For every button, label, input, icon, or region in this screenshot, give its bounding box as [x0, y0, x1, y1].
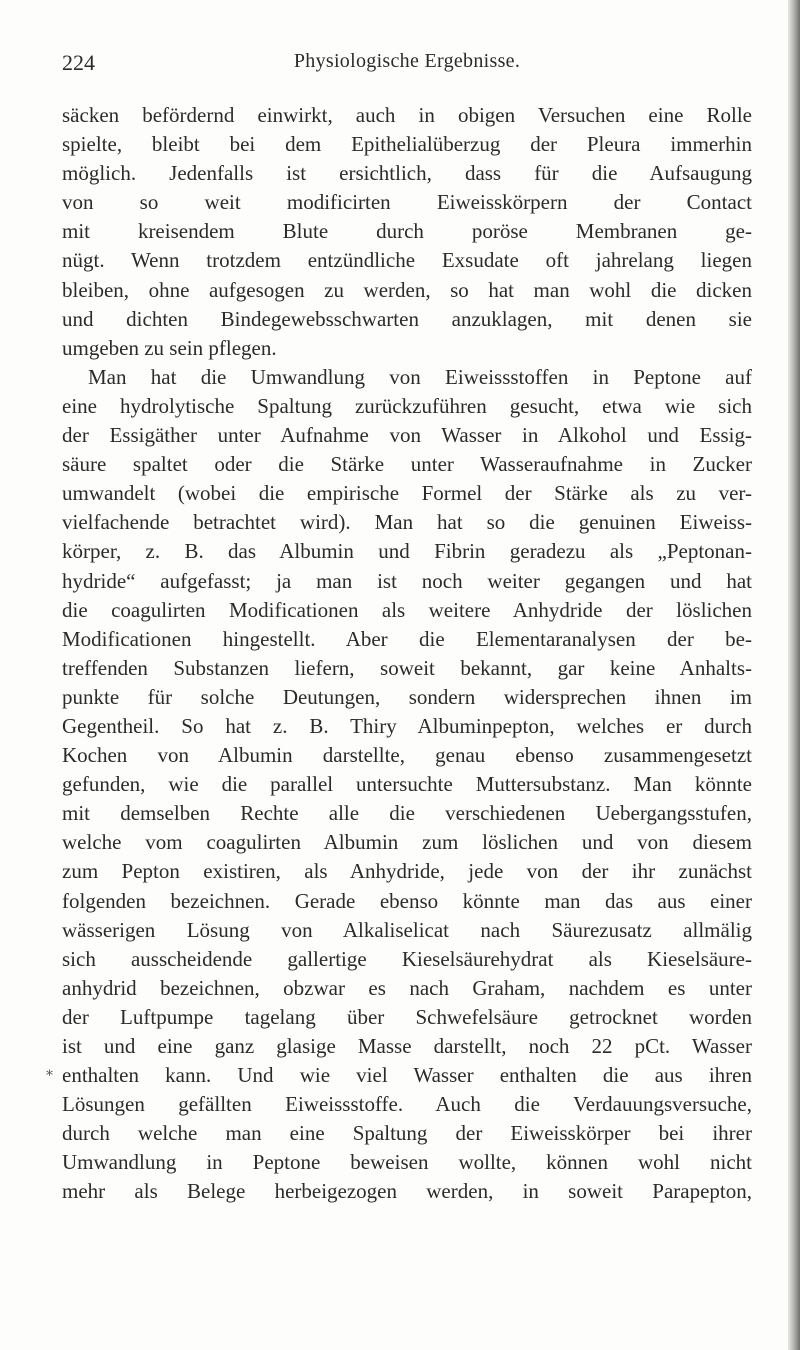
text-line: Lösungen gefällten Eiweissstoffe. Auch die Verdauungsversuche, — [62, 1092, 752, 1117]
text-line: wässerigen Lösung von Alkaliselicat nach Säurezusatz allmälig — [62, 917, 752, 942]
text-line: körper, z. B. das Albumin und Fibrin geradezu als „Peptonan- — [62, 539, 752, 564]
running-title: Physiologische Ergebnisse. — [293, 50, 521, 72]
text-line: umgeben zu sein pflegen. — [62, 335, 277, 360]
text-line: säcken befördernd einwirkt, auch in obigen Versuchen eine Rolle — [62, 103, 752, 127]
text-line: treffenden Substanzen liefern, soweit bekannt, gar keine Anhalts- — [62, 655, 752, 680]
text-line: Gegentheil. So hat z. B. Thiry Albuminpepton, welches er durch — [62, 713, 752, 738]
text-line: säure spaltet oder die Stärke unter Wasseraufnahme in Zucker — [62, 452, 752, 477]
text-line: Umwandlung in Peptone beweisen wollte, können wohl nicht — [62, 1150, 752, 1175]
text-line: der Essigäther unter Aufnahme von Wasser in Alkohol und Essig- — [62, 423, 752, 448]
text-line: umwandelt (wobei die empirische Formel der Stärke als zu ver- — [62, 481, 752, 506]
text-line: vielfachende betrachtet wird). Man hat so die genuinen Eiweiss- — [62, 510, 752, 535]
binding-shadow — [788, 0, 800, 1350]
text-line: zum Pepton existiren, als Anhydride, jede von der ihr zunächst — [62, 859, 752, 884]
text-line: die coagulirten Modificationen als weitere Anhydride der löslichen — [62, 597, 752, 622]
text-line: nügt. Wenn trotzdem entzündliche Exsudate oft jahrelang liegen — [62, 248, 752, 273]
text-line: mehr als Belege herbeigezogen werden, in soweit Parapepton, — [62, 1179, 752, 1204]
text-line: anhydrid bezeichnen, obzwar es nach Graham, nachdem es unter — [62, 975, 752, 1000]
text-line: Kochen von Albumin darstellte, genau ebenso zusammengesetzt — [62, 743, 752, 768]
text-line: sich ausscheidende gallertige Kieselsäurehydrat als Kieselsäure- — [62, 946, 752, 971]
text-line: bleiben, ohne aufgesogen zu werden, so hat man wohl die dicken — [62, 277, 752, 302]
text-line: und dichten Bindegewebsschwarten anzuklagen, mit denen sie — [62, 306, 752, 331]
text-line: mit kreisendem Blute durch poröse Membranen ge- — [62, 219, 752, 244]
text-line: möglich. Jedenfalls ist ersichtlich, dass für die Aufsaugung — [62, 161, 752, 186]
text-line: durch welche man eine Spaltung der Eiweisskörper bei ihrer — [62, 1121, 752, 1146]
text-line: enthalten kann. Und wie viel Wasser enthalten die aus ihren — [62, 1063, 752, 1088]
margin-mark: * — [46, 1068, 53, 1084]
text-line: punkte für solche Deutungen, sondern widersprechen ihnen im — [62, 684, 752, 709]
text-line: Modificationen hingestellt. Aber die Elementaranalysen der be- — [62, 626, 752, 651]
body-text — [62, 101, 752, 1207]
text-line: Man hat die Umwandlung von Eiweissstoffen in Peptone auf — [88, 364, 752, 389]
text-line: eine hydrolytische Spaltung zurückzuführen gesucht, etwa wie sich — [62, 393, 752, 418]
text-line: mit demselben Rechte alle die verschiedenen Uebergangsstufen, — [62, 801, 752, 826]
text-line: der Luftpumpe tagelang über Schwefelsäure getrocknet worden — [62, 1004, 752, 1029]
page-header — [62, 50, 752, 80]
text-line: gefunden, wie die parallel untersuchte Muttersubstanz. Man könnte — [62, 772, 752, 797]
text-line: welche vom coagulirten Albumin zum löslichen und von diesem — [62, 830, 752, 855]
text-line: ist und eine ganz glasige Masse darstellt, noch 22 pCt. Wasser — [62, 1034, 752, 1058]
text-line: hydride“ aufgefasst; ja man ist noch weiter gegangen und hat — [62, 568, 752, 593]
text-line: folgenden bezeichnen. Gerade ebenso könnte man das aus einer — [62, 888, 752, 913]
page-number: 224 — [62, 50, 95, 75]
text-line: von so weit modificirten Eiweisskörpern der Contact — [62, 190, 752, 215]
text-line: spielte, bleibt bei dem Epithelialüberzug der Pleura immerhin — [62, 132, 752, 157]
